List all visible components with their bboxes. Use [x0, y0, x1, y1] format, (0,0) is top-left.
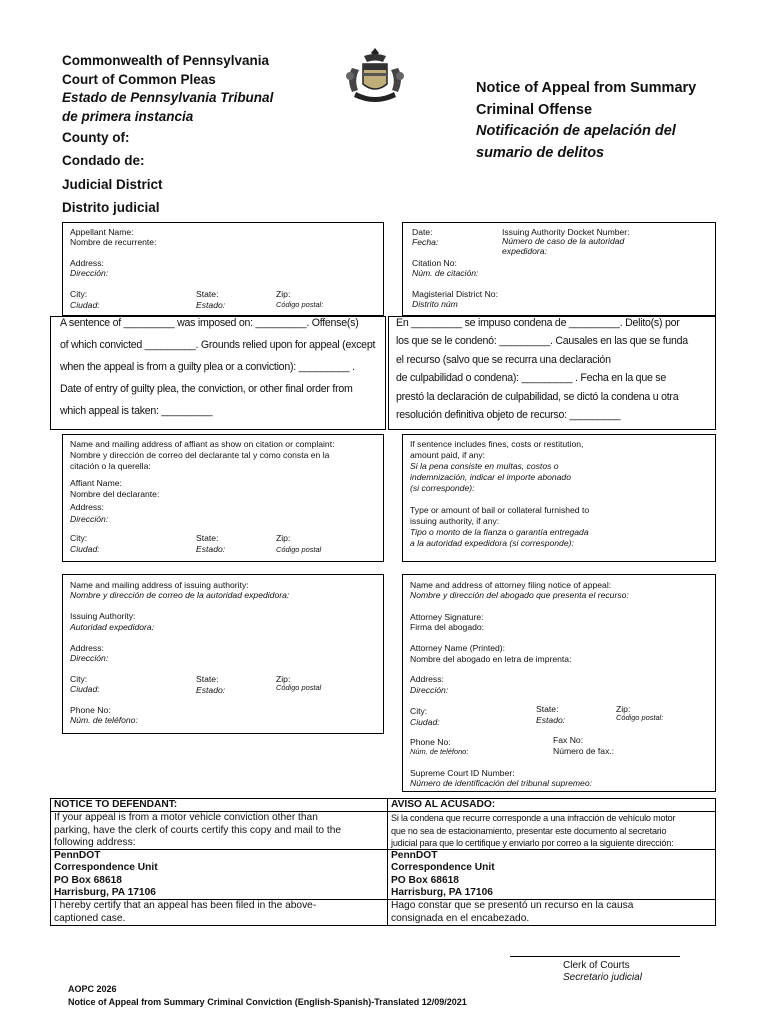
attorney-head: Name and address of attorney filing notice of appeal: — [410, 580, 612, 590]
affiant-head: Name and mailing address of affiant as show on citation or complaint: — [70, 439, 335, 449]
bail-line: issuing authority, if any: — [410, 516, 500, 526]
attorney-zip-label-es: Código postal: — [616, 713, 664, 722]
court-header — [62, 52, 273, 126]
address-line: Harrisburg, PA 17106 — [391, 887, 493, 899]
notice-head-en: NOTICE TO DEFENDANT: — [51, 799, 388, 812]
sentence-line-es: En _________ se impuso condena de _________. Delito(s) por — [396, 317, 680, 329]
address-line: PO Box 68618 — [391, 874, 459, 886]
affiant-zip-label: Zip: — [276, 533, 291, 543]
attorney-state-label: State: — [536, 704, 559, 714]
issuing-state-label-es: Estado: — [196, 685, 226, 695]
notice-body-line-es: Si la condena que recurre corresponde a una infracción de vehículo motor — [391, 813, 676, 824]
bail-line: a la autoridad expedidora (si corresponde): — [410, 538, 574, 548]
affiant-state-label-es: Estado: — [196, 544, 226, 554]
appellant-city-label-es: Ciudad: — [70, 300, 100, 310]
affiant-zip-label-es: Código postal — [276, 545, 322, 554]
fines-line: indemnización, indicar el importe abonado — [410, 472, 571, 482]
header-line: de primera instancia — [62, 108, 194, 124]
magisterial-label: Magisterial District No: — [412, 289, 498, 299]
certify-line-es: consignada en el encabezado. — [391, 912, 530, 924]
affiant-city-label-es: Ciudad: — [70, 544, 100, 554]
docket-number-label: Issuing Authority Docket Number: — [502, 227, 630, 237]
bail-line: Type or amount of bail or collateral furnished to — [410, 505, 590, 515]
address-line: PO Box 68618 — [54, 874, 122, 886]
sentence-line-es: de culpabilidad o condena): _________ . Fecha en la que se — [396, 372, 666, 384]
sentence-line: Date of entry of guilty plea, the conviction, or other final order from — [60, 383, 353, 395]
penndot-address-en — [51, 850, 388, 900]
certify-line: I hereby certify that an appeal has been filed in the above- — [54, 900, 317, 912]
attorney-printed-label: Attorney Name (Printed): — [410, 643, 506, 653]
clerk-label-es: Secretario judicial — [563, 972, 642, 983]
fines-line: Si la pena consiste en multas, costos o — [410, 461, 559, 471]
issuing-phone-label: Phone No: — [70, 705, 111, 715]
address-line: PennDOT — [54, 850, 101, 862]
issuing-city-label: City: — [70, 674, 88, 684]
notice-body-en — [51, 812, 388, 850]
attorney-city-label: City: — [410, 706, 428, 716]
issuing-head: Name and mailing address of issuing authority: — [70, 580, 249, 590]
certify-es — [388, 900, 716, 926]
header-line: Commonwealth of Pennsylvania — [62, 53, 270, 68]
appellant-state-label: State: — [196, 289, 219, 299]
issuing-zip-label-es: Código postal — [276, 683, 322, 692]
docket-number-label-es2: expedidora: — [502, 246, 547, 256]
issuing-zip-label: Zip: — [276, 674, 291, 684]
header-line: Estado de Pennsylvania Tribunal — [62, 90, 274, 105]
issuing-phone-label-es: Núm. de teléfono: — [70, 715, 138, 725]
notice-body-line: following address: — [54, 836, 136, 848]
issuing-address-label-es: Dirección: — [70, 653, 109, 663]
pennsylvania-seal-icon — [342, 46, 408, 104]
attorney-signature-label: Attorney Signature: — [410, 612, 484, 622]
supreme-court-id-label-es: Número de identificación del tribunal supremeo: — [410, 778, 593, 788]
clerk-signature-line[interactable] — [510, 956, 680, 957]
supreme-court-id-label: Supreme Court ID Number: — [410, 768, 515, 778]
affiant-head-es: Nombre y dirección de correo del declarante tal y como consta en la — [70, 450, 330, 460]
clerk-label: Clerk of Courts — [563, 960, 630, 971]
form-description: Notice of Appeal from Summary Criminal Conviction (English-Spanish)-Translated 12/09/2021 — [68, 997, 467, 1007]
affiant-state-label: State: — [196, 533, 219, 543]
attorney-fax-label-es: Número de fax.: — [553, 746, 615, 756]
attorney-signature-label-es: Firma del abogado: — [410, 622, 485, 632]
appellant-state-label-es: Estado: — [196, 300, 226, 310]
attorney-city-label-es: Ciudad: — [410, 717, 440, 727]
issuing-head-es: Nombre y dirección de correo de la autoridad expedidora: — [70, 590, 290, 600]
affiant-name-label-es: Nombre del declarante: — [70, 489, 160, 499]
county-label: County of: — [62, 130, 130, 145]
fines-line: If sentence includes fines, costs or restitution, — [410, 439, 584, 449]
address-line: Correspondence Unit — [391, 862, 495, 874]
date-label-es: Fecha: — [412, 237, 439, 247]
certify-line: captioned case. — [54, 912, 126, 924]
appellant-city-label: City: — [70, 289, 88, 299]
affiant-address-label-es: Dirección: — [70, 514, 109, 524]
notice-body-line-es: judicial para que lo certifique y enviarlo por correo a la siguiente dirección: — [391, 837, 674, 848]
citation-label: Citation No: — [412, 258, 457, 268]
sentence-line: when the appeal is from a guilty plea or a conviction): _________ . — [60, 361, 355, 373]
header-line: Court of Common Pleas — [62, 71, 216, 87]
condado-label: Condado de: — [62, 153, 145, 168]
form-title — [476, 78, 696, 164]
judicial-district-label: Judicial District — [62, 177, 163, 192]
sentence-line-es: los que se le condenó: _________. Causales en las que se funda — [396, 335, 688, 347]
attorney-address-label-es: Dirección: — [410, 685, 449, 695]
sentence-line-es: el recurso (salvo que se recurra una declaración — [396, 354, 611, 366]
attorney-phone-label: Phone No: — [410, 737, 451, 747]
title-line: sumario de delitos — [476, 144, 605, 161]
issuing-authority-label: Issuing Authority: — [70, 611, 136, 621]
attorney-phone-label-es: Núm. de teléfono: — [410, 747, 469, 756]
magisterial-label-es: Distrito núm — [412, 299, 458, 309]
penndot-address-es — [388, 850, 716, 900]
attorney-fax-label: Fax No: — [553, 735, 584, 745]
affiant-address-label: Address: — [70, 502, 104, 512]
appellant-zip-label: Zip: — [276, 289, 291, 299]
notice-to-defendant-table — [50, 798, 716, 926]
issuing-address-label: Address: — [70, 643, 104, 653]
docket-number-label-es: Número de caso de la autoridad — [502, 236, 625, 246]
fines-line: amount paid, if any: — [410, 450, 486, 460]
sentence-line: which appeal is taken: _________ — [60, 405, 213, 417]
attorney-box[interactable] — [402, 574, 716, 792]
fines-line: (si corresponde): — [410, 483, 475, 493]
affiant-city-label: City: — [70, 533, 88, 543]
notice-body-line: parking, have the clerk of courts certify this copy and mail to the — [54, 824, 342, 836]
address-line: PennDOT — [391, 850, 438, 862]
issuing-state-label: State: — [196, 674, 219, 684]
issuing-authority-label-es: Autoridad expedidora: — [70, 622, 155, 632]
sentence-line: A sentence of _________ was imposed on: _________. Offense(s) — [60, 317, 359, 329]
address-line: Correspondence Unit — [54, 862, 158, 874]
attorney-state-label-es: Estado: — [536, 715, 566, 725]
attorney-zip-label: Zip: — [616, 704, 631, 714]
issuing-city-label-es: Ciudad: — [70, 684, 100, 694]
bail-line: Tipo o monto de la fianza o garantía entregada — [410, 527, 589, 537]
notice-body-line-es: que no sea de estacionamiento, presentar este documento al secretario — [391, 825, 667, 836]
citation-label-es: Núm. de citación: — [412, 268, 479, 278]
sentence-line-es: resolución definitiva objeto de recurso: _________ — [396, 409, 621, 421]
notice-head-es: AVISO AL ACUSADO: — [388, 799, 716, 812]
appellant-name-label-es: Nombre de recurrente: — [70, 237, 157, 247]
certify-en — [51, 900, 388, 926]
date-label: Date: — [412, 227, 433, 237]
certify-line-es: Hago constar que se presentó un recurso en la causa — [391, 900, 634, 912]
title-line: Notice of Appeal from Summary — [476, 80, 697, 96]
distrito-judicial-label: Distrito judicial — [62, 200, 160, 215]
address-line: Harrisburg, PA 17106 — [54, 887, 156, 899]
appellant-address-label: Address: — [70, 258, 104, 268]
title-line: Notificación de apelación del — [476, 123, 676, 139]
appellant-name-label: Appellant Name: — [70, 227, 134, 237]
sentence-line: of which convicted _________. Grounds relied upon for appeal (except — [60, 339, 376, 351]
notice-body-line: If your appeal is from a motor vehicle conviction other than — [54, 812, 318, 824]
affiant-name-label: Affiant Name: — [70, 478, 122, 488]
attorney-printed-label-es: Nombre del abogado en letra de imprenta: — [410, 654, 572, 664]
sentence-line-es: prestó la declaración de culpabilidad, se dictó la condena u otra — [396, 391, 679, 403]
form-code: AOPC 2026 — [68, 984, 117, 994]
appellant-address-label-es: Dirección: — [70, 268, 109, 278]
appellant-zip-label-es: Código postal: — [276, 300, 324, 309]
notice-body-es — [388, 812, 716, 850]
attorney-address-label: Address: — [410, 674, 444, 684]
affiant-head-es2: citación o la querella: — [70, 461, 151, 471]
attorney-head-es: Nombre y dirección del abogado que presenta el recurso: — [410, 590, 629, 600]
title-line: Criminal Offense — [476, 101, 593, 118]
